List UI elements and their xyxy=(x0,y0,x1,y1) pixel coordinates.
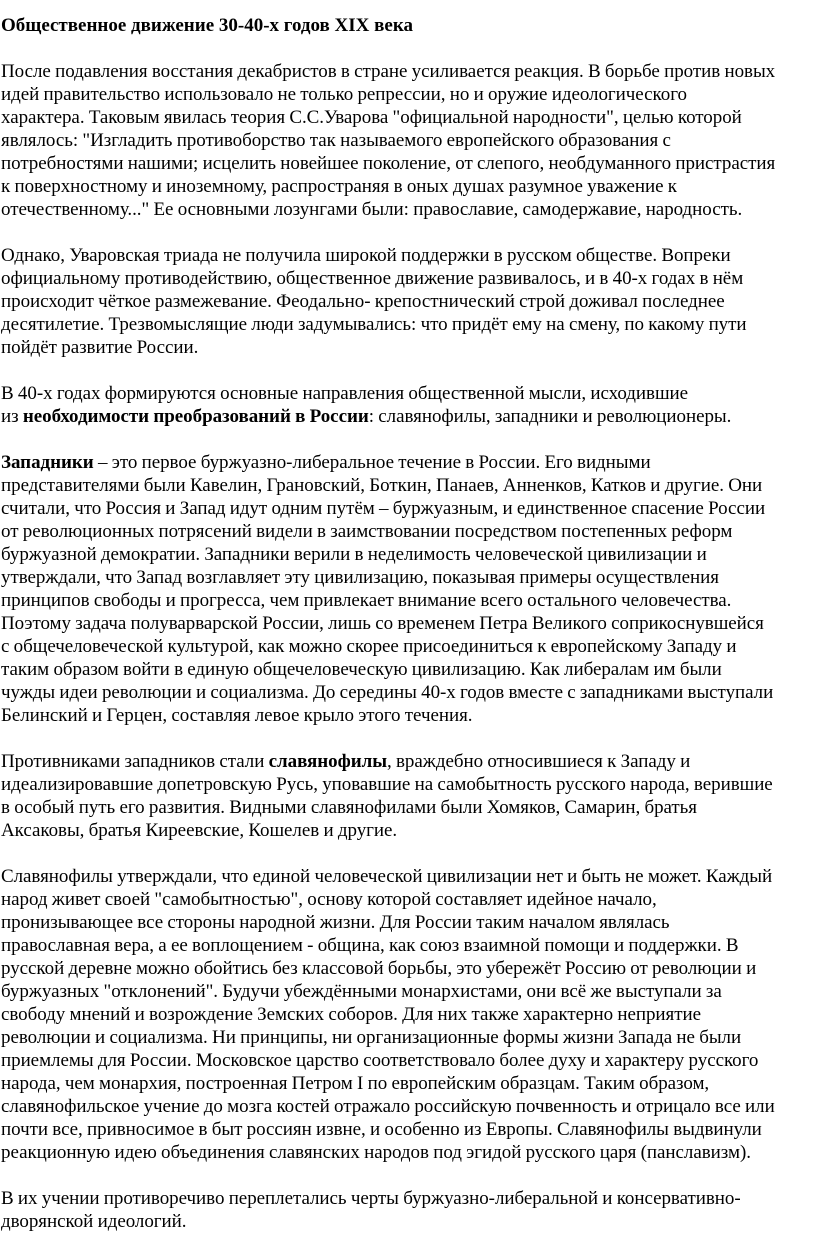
text-line: приемлемы для России. Московское царство соответствовало более духу и характеру русского xyxy=(1,1050,759,1071)
text-line: буржуазных "отклонений". Будучи убеждёнными монархистами, они всё же выступали за xyxy=(1,981,722,1002)
text-line: В их учении противоречиво переплетались черты буржуазно-либеральной и консервативно- xyxy=(1,1188,741,1209)
text-line: считали, что Россия и Запад идут одним путём – буржуазным, и единственное спасение России xyxy=(1,498,766,519)
text-line: почти все, привносимое в быт россиян извне, и особенно из Европы. Славянофилы выдвинули xyxy=(1,1119,762,1140)
paragraph-reaction xyxy=(1,60,816,221)
text-line: таким образом войти в единую общечеловеческую цивилизацию. Как либералам им были xyxy=(1,659,722,680)
text-fragment: из xyxy=(1,406,23,427)
text-line: официальному противодействию, общественное движение развивалось, и в 40-х годах в нём xyxy=(1,268,744,289)
paragraph-slavophiles-intro xyxy=(1,750,816,842)
text-line: дворянской идеологий. xyxy=(1,1211,187,1232)
text-line: происходит чёткое размежевание. Феодально- крепостнический строй доживал последнее xyxy=(1,291,725,312)
text-fragment: : славянофилы, западники и революционеры. xyxy=(368,406,732,427)
bold-phrase: необходимости преобразований в России xyxy=(22,406,369,427)
text-line: православная вера, а ее воплощением - община, как союз взаимной помощи и поддержки. В xyxy=(1,935,739,956)
text-line: идеализировавшие допетровскую Русь, уповавшие на самобытность русского народа, верившие xyxy=(1,774,773,795)
document-title: Общественное движение 30-40-х годов XIX века xyxy=(1,15,413,36)
text-line: являлось: "Изгладить противоборство так называемого европейского образования с xyxy=(1,130,671,151)
text-line: славянофильское учение до мозга костей отражало российскую почвенность и отрицало все или xyxy=(1,1096,775,1117)
text-line: Белинский и Герцен, составляя левое крыло этого течения. xyxy=(1,705,473,726)
text-line: пойдёт развитие России. xyxy=(1,337,199,358)
text-line: революции и социализма. Ни принципы, ни организационные формы жизни Запада не были xyxy=(1,1027,742,1048)
text-line: народа, чем монархия, построенная Петром I по европейским образцам. Таким образом, xyxy=(1,1073,710,1094)
bold-term-westernizers: Западники xyxy=(1,452,94,473)
text-line: Поэтому задача полуварварской России, лишь со временем Петра Великого соприкоснувшейся xyxy=(1,613,764,634)
text-line: идей правительство использовало не только репрессии, но и оружие идеологического xyxy=(1,84,687,105)
text-line: отечественному..." Ее основными лозунгами были: православие, самодержавие, народность. xyxy=(1,199,743,220)
paragraph-westernizers xyxy=(1,451,816,727)
text-line: десятилетие. Трезвомыслящие люди задумывались: что придёт ему на смену, по какому пути xyxy=(1,314,747,335)
text-line: к поверхностному и иноземному, распространяя в оных душах разумное уважение к xyxy=(1,176,677,197)
text-line: характера. Таковым явилась теория С.С.Уварова "официальной народности", целью которой xyxy=(1,107,742,128)
text-line: После подавления восстания декабристов в стране усиливается реакция. В борьбе против новых xyxy=(1,61,776,82)
text-line: народ живет своей "самобытностью", основу которой составляет идейное начало, xyxy=(1,889,657,910)
text-line: в особый путь его развития. Видными славянофилами были Хомяков, Самарин, братья xyxy=(1,797,697,818)
text-line: пронизывающее все стороны народной жизни. Для России таким началом являлась xyxy=(1,912,670,933)
paragraph-directions xyxy=(1,382,816,428)
text-line: представителями были Кавелин, Грановский, Боткин, Панаев, Анненков, Катков и другие. Они xyxy=(1,475,763,496)
text-line: Славянофилы утверждали, что единой человеческой цивилизации нет и быть не может. Каждый xyxy=(1,866,773,887)
text-line: буржуазной демократии. Западники верили в неделимость человеческой цивилизации и xyxy=(1,544,707,565)
paragraph-conclusion xyxy=(1,1187,816,1233)
paragraph-slavophiles-views xyxy=(1,865,816,1164)
text-fragment: Противниками западников стали xyxy=(1,751,269,772)
text-line: утверждали, что Запад возглавляет эту цивилизацию, показывая примеры осуществления xyxy=(1,567,719,588)
paragraph-uvarov-triad xyxy=(1,244,816,359)
text-line: Однако, Уваровская триада не получила широкой поддержки в русском обществе. Вопреки xyxy=(1,245,731,266)
text-line: потребностями нашими; исцелить новейшее поколение, от слепого, необдуманного пристрастия xyxy=(1,153,776,174)
text-fragment: – это первое буржуазно-либеральное течение в России. Его видными xyxy=(93,452,651,473)
text-line: свободу мнений и возрождение Земских соборов. Для них также характерно неприятие xyxy=(1,1004,701,1025)
text-line: от революционных потрясений видели в заимствовании посредством постепенных реформ xyxy=(1,521,733,542)
text-line: Аксаковы, братья Киреевские, Кошелев и другие. xyxy=(1,820,398,841)
text-line: реакционную идею объединения славянских народов под эгидой русского царя (панславизм). xyxy=(1,1142,751,1163)
text-line: В 40-х годах формируются основные направления общественной мысли, исходившие xyxy=(1,383,689,404)
text-line: с общечеловеческой культурой, как можно скорее присоединиться к европейскому Западу и xyxy=(1,636,737,657)
text-fragment: , враждебно относившиеся к Западу и xyxy=(387,751,691,772)
bold-term-slavophiles: славянофилы xyxy=(268,751,387,772)
text-line: чужды идеи революции и социализма. До середины 40-х годов вместе с западниками выступали xyxy=(1,682,774,703)
text-line: русской деревне можно обойтись без классовой борьбы, это убережёт Россию от революции и xyxy=(1,958,757,979)
text-line: принципов свободы и прогресса, чем привлекает внимание всего остального человечества. xyxy=(1,590,732,611)
